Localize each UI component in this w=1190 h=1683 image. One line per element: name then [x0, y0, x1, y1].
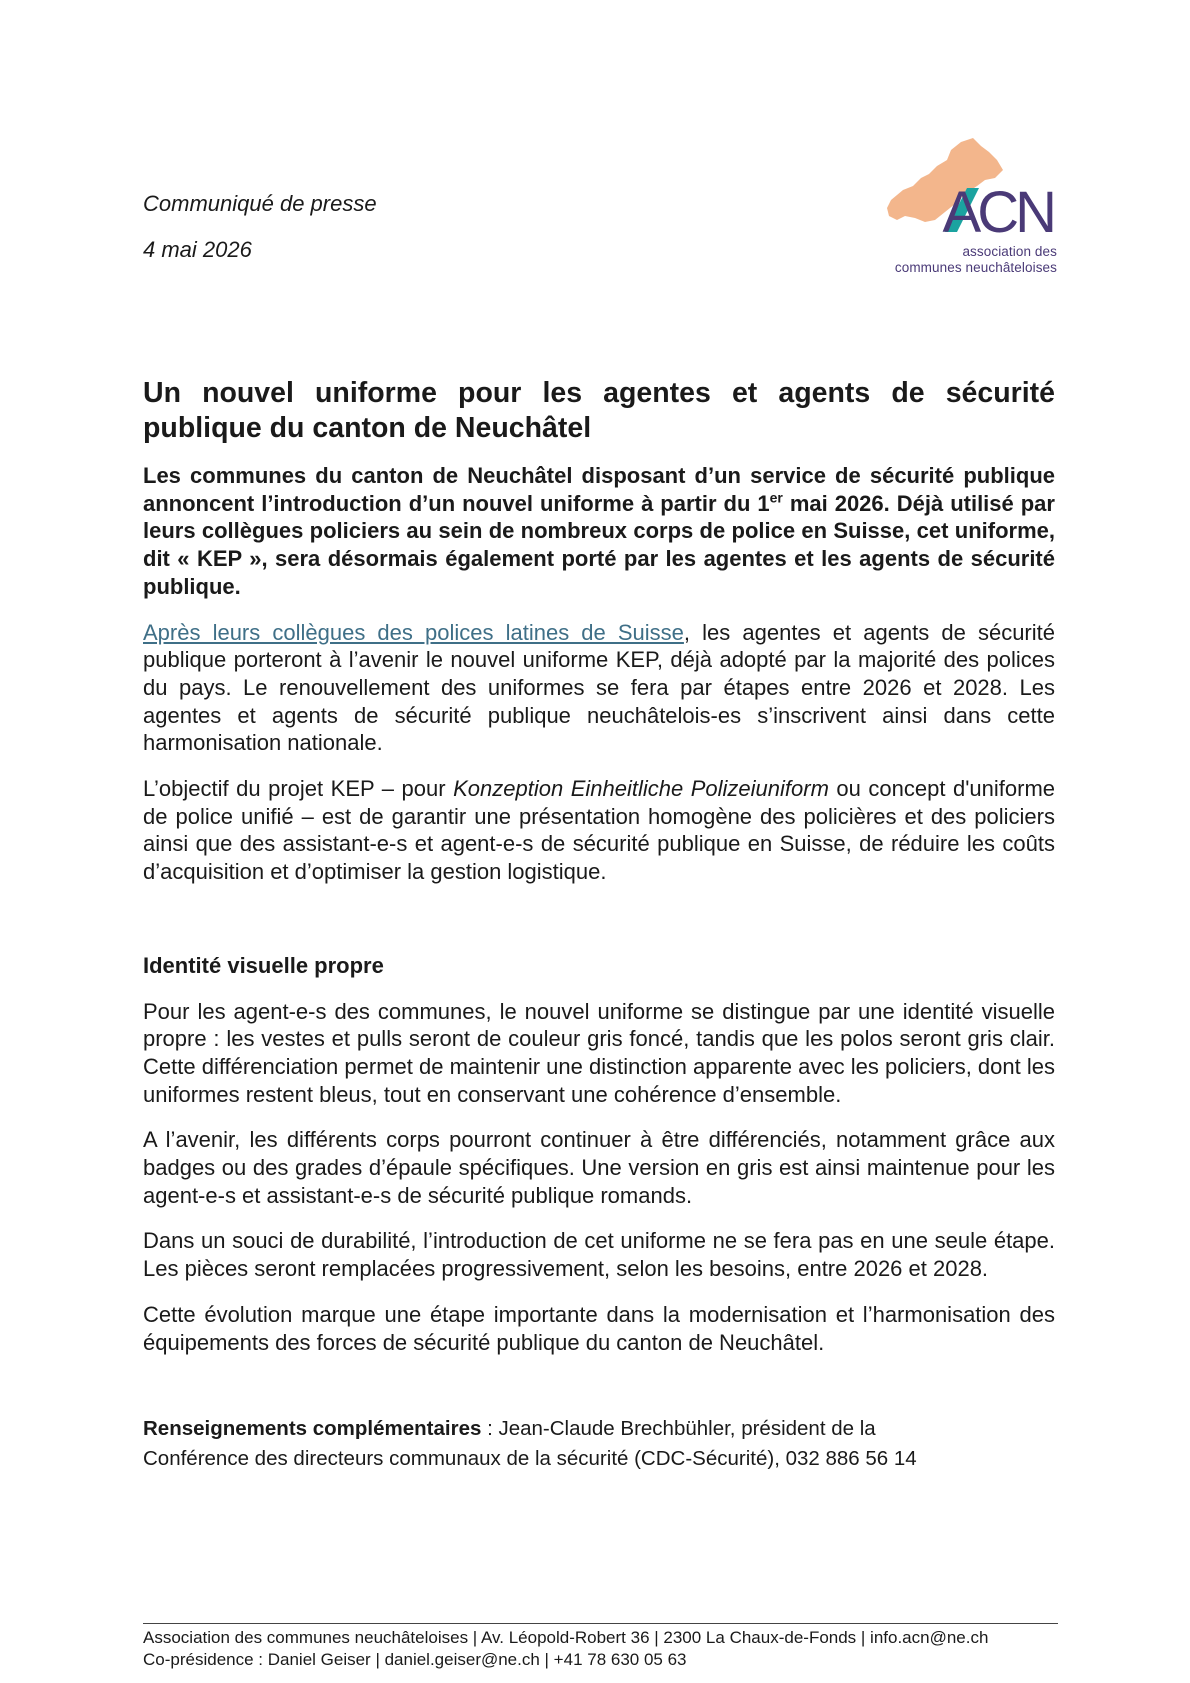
contact-line-1-text: : Jean-Claude Brechbühler, président de la	[481, 1417, 876, 1441]
latin-police-link[interactable]: Après leurs collègues des polices latines de Suisse	[143, 619, 684, 645]
footer-divider	[143, 1623, 1058, 1624]
document-header	[143, 193, 377, 261]
acn-logo-graphic	[885, 138, 1060, 248]
logo-acronym: ACN	[942, 180, 1053, 245]
paragraph-1	[143, 619, 1055, 758]
logo-tagline	[885, 244, 1057, 276]
lead-superscript: er	[769, 489, 783, 506]
document-date: 4 mai 2026	[143, 237, 252, 262]
acn-logo	[885, 138, 1060, 278]
logo-tagline-line2: communes neuchâteloises	[894, 260, 1057, 275]
contact-label: Renseignements complémentaires	[143, 1417, 482, 1441]
main-content	[143, 376, 1055, 1474]
footer-line-1: Association des communes neuchâteloises | Av. Léopold-Robert 36 | 2300 La Chaux-de-Fonds | info.acn@ne.ch	[143, 1628, 989, 1647]
contact-line-2: Conférence des directeurs communaux de la sécurité (CDC-Sécurité), 032 886 56 14	[143, 1447, 917, 1471]
section-paragraph-4: Cette évolution marque une étape importante dans la modernisation et l’harmonisation des équipements des forces de sécurité publique du canton de Neuchâtel.	[143, 1301, 1055, 1355]
page-title: Un nouvel uniforme pour les agentes et agents de sécurité publique du canton de Neuchâtel	[143, 377, 1055, 444]
lead-paragraph	[143, 462, 1055, 601]
contact-info	[143, 1414, 1055, 1474]
lead-text-2: mai 2026. Déjà utilisé par leurs collègues policiers au sein de nombreux corps de police en Suisse, cet uniforme, dit « KEP », sera désormais également porté par les agentes et les agents de sécurité publique.	[143, 490, 1055, 599]
section-paragraph-1: Pour les agent-e-s des communes, le nouvel uniforme se distingue par une identité visuelle propre : les vestes et pulls seront de couleur gris foncé, tandis que les polos seront gris clair. Cette différenciation permet de maintenir une distinction apparente avec les policiers, dont les uniformes restent bleus, tout en conservant une cohérence d’ensemble.	[143, 998, 1055, 1107]
paragraph-2	[143, 775, 1055, 886]
logo-tagline-line1: association des	[962, 244, 1057, 259]
page-footer	[143, 1627, 1083, 1671]
section-heading: Identité visuelle propre	[143, 952, 384, 978]
paragraph-2-after: ou concept d'uniforme de police unifié – est de garantir une présentation homogène des policières et des policiers ainsi que des assistant-e-s et agent-e-s de sécurité publique en Suisse, de réduire les coûts d’acquisition et d’optimiser la gestion logistique.	[143, 776, 1056, 885]
footer-line-2: Co-présidence : Daniel Geiser | daniel.geiser@ne.ch | +41 78 630 05 63	[143, 1650, 687, 1669]
paragraph-2-before: L’objectif du projet KEP – pour	[143, 776, 454, 802]
contact-line-1	[143, 1414, 1055, 1444]
paragraph-2-italic: Konzeption Einheitliche Polizeiuniform	[453, 776, 829, 802]
paragraph-1-text: , les agentes et agents de sécurité publique porteront à l’avenir le nouvel uniforme KEP, déjà adopté par la majorité des polices du pays. Le renouvellement des uniformes se fera par étapes entre 2026 et 2028. Les agentes et agents de sécurité publique neuchâtelois-es s’inscrivent ainsi dans cette harmonisation nationale.	[143, 619, 1055, 756]
lead-text-1: Les communes du canton de Neuchâtel disposant d’un service de sécurité publique annoncent l’introduction d’un nouvel uniforme à partir du 1	[143, 463, 1055, 516]
section-paragraph-3: Dans un souci de durabilité, l’introduction de cet uniforme ne se fera pas en une seule étape. Les pièces seront remplacées progressivement, selon les besoins, entre 2026 et 2028.	[143, 1228, 1055, 1282]
section-paragraph-2: A l’avenir, les différents corps pourront continuer à être différenciés, notamment grâce aux badges ou des grades d’épaule spécifiques. Une version en gris est ainsi maintenue pour les agent-e-s et assistant-e-s de sécurité publique romands.	[143, 1127, 1055, 1208]
document-type: Communiqué de presse	[143, 191, 377, 216]
